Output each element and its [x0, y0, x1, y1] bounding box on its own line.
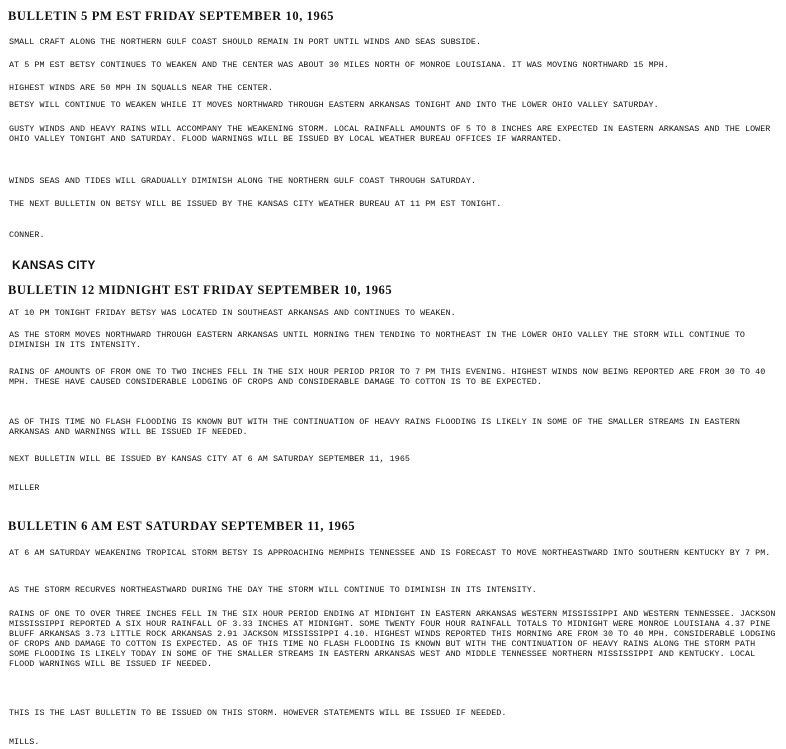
bulletin-2-paragraph-4: AS OF THIS TIME NO FLASH FLOODING IS KNOWN BUT WITH THE CONTINUATION OF HEAVY RAINS FLOODING IS LIKELY IN SOME OF THE SMALLER STREAMS IN EASTERN ARKANSAS AND WARNINGS WILL BE ISSUED IF NEEDED.: [9, 417, 740, 437]
bulletin-1-paragraph-4: BETSY WILL CONTINUE TO WEAKEN WHILE IT MOVES NORTHWARD THROUGH EASTERN ARKANSAS TONIGHT AND INTO THE LOWER OHIO VALLEY SATURDAY.: [9, 100, 659, 110]
bulletin-2-signature: MILLER: [9, 483, 40, 493]
bulletin-3-paragraph-4: THIS IS THE LAST BULLETIN TO BE ISSUED ON THIS STORM. HOWEVER STATEMENTS WILL BE ISSUED IF NEEDED.: [9, 708, 507, 718]
station-heading: KANSAS CITY: [12, 258, 96, 272]
bulletin-1-paragraph-7: THE NEXT BULLETIN ON BETSY WILL BE ISSUED BY THE KANSAS CITY WEATHER BUREAU AT 11 PM EST TONIGHT.: [9, 199, 502, 209]
bulletin-3-heading: BULLETIN 6 AM EST SATURDAY SEPTEMBER 11, 1965: [8, 519, 356, 533]
bulletin-3-paragraph-2: AS THE STORM RECURVES NORTHEASTWARD DURING THE DAY THE STORM WILL CONTINUE TO DIMINISH IN ITS INTENSITY.: [9, 585, 537, 595]
bulletin-2-paragraph-1: AT 10 PM TONIGHT FRIDAY BETSY WAS LOCATED IN SOUTHEAST ARKANSAS AND CONTINUES TO WEAKEN.: [9, 308, 456, 318]
bulletin-3-signature: MILLS.: [9, 737, 40, 747]
bulletin-1-paragraph-2: AT 5 PM EST BETSY CONTINUES TO WEAKEN AND THE CENTER WAS ABOUT 30 MILES NORTH OF MONROE LOUISIANA. IT WAS MOVING NORTHWARD 15 MPH.: [9, 60, 669, 70]
bulletin-3-paragraph-3: RAINS OF ONE TO OVER THREE INCHES FELL IN THE SIX HOUR PERIOD ENDING AT MIDNIGHT IN EASTERN ARKANSAS WESTERN MISSISSIPPI AND WESTERN TENNESSEE. JACKSON MISSISSIPPI REPORTED A SIX HOUR RAINFALL OF 3.33 INCHES AT MIDNIGHT. SOME TWENTY FOUR HOUR RAINFALL TOTALS TO MIDNIGHT WERE MONROE LOUISIANA 4.37 PINE BLUFF ARKANSAS 3.73 LITTLE ROCK ARKANSAS 2.91 JACKSON MISSISSIPPI 4.10. HIGHEST WINDS REPORTED THIS MORNING ARE FROM 30 TO 40 MPH. CONSIDERABLE LODGING OF CROPS AND DAMAGE TO COTTON IS EXPECTED. AS OF THIS TIME NO FLASH FLOODING IS KNOWN BUT WITH THE CONTINUATION OF HEAVY RAINS ALONG THE STORM PATH SOME FLOODING IS LIKELY TODAY IN SOME OF THE SMALLER STREAMS IN EASTERN ARKANSAS WEST AND MIDDLE TENNESSEE NORTHERN MISSISSIPPI AND KENTUCKY. LOCAL FLOOD WARNINGS WILL BE ISSUED IF NEEDED.: [9, 609, 776, 669]
bulletin-2-paragraph-2: AS THE STORM MOVES NORTHWARD THROUGH EASTERN ARKANSAS UNTIL MORNING THEN TENDING TO NORTHEAST IN THE LOWER OHIO VALLEY THE STORM WILL CONTINUE TO DIMINISH IN ITS INTENSITY.: [9, 330, 745, 350]
bulletin-1-paragraph-6: WINDS SEAS AND TIDES WILL GRADUALLY DIMINISH ALONG THE NORTHERN GULF COAST THROUGH SATURDAY.: [9, 176, 476, 186]
bulletin-2-paragraph-3: RAINS OF AMOUNTS OF FROM ONE TO TWO INCHES FELL IN THE SIX HOUR PERIOD PRIOR TO 7 PM THIS EVENING. HIGHEST WINDS NOW BEING REPORTED ARE FROM 30 TO 40 MPH. THESE HAVE CAUSED CONSIDERABLE LODGING OF CROPS AND CONSIDERABLE DAMAGE TO COTTON IS TO BE EXPECTED.: [9, 367, 766, 387]
bulletin-1-heading: BULLETIN 5 PM EST FRIDAY SEPTEMBER 10, 1965: [8, 9, 335, 23]
bulletin-2-heading: BULLETIN 12 MIDNIGHT EST FRIDAY SEPTEMBER 10, 1965: [8, 283, 393, 297]
bulletin-3-paragraph-1: AT 6 AM SATURDAY WEAKENING TROPICAL STORM BETSY IS APPROACHING MEMPHIS TENNESSEE AND IS FORECAST TO MOVE NORTHEASTWARD INTO SOUTHERN KENTUCKY BY 7 PM.: [9, 548, 771, 558]
bulletin-1-signature: CONNER.: [9, 230, 45, 240]
bulletin-1-paragraph-5: GUSTY WINDS AND HEAVY RAINS WILL ACCOMPANY THE WEAKENING STORM. LOCAL RAINFALL AMOUNTS OF 5 TO 8 INCHES ARE EXPECTED IN EASTERN ARKANSAS AND THE LOWER OHIO VALLEY TONIGHT AND SATURDAY. FLOOD WARNINGS WILL BE ISSUED BY LOCAL WEATHER BUREAU OFFICES IF WARRANTED.: [9, 124, 771, 144]
bulletin-2-paragraph-5: NEXT BULLETIN WILL BE ISSUED BY KANSAS CITY AT 6 AM SATURDAY SEPTEMBER 11, 1965: [9, 454, 410, 464]
bulletin-1-paragraph-1: SMALL CRAFT ALONG THE NORTHERN GULF COAST SHOULD REMAIN IN PORT UNTIL WINDS AND SEAS SUBSIDE.: [9, 37, 482, 47]
bulletin-1-paragraph-3: HIGHEST WINDS ARE 50 MPH IN SQUALLS NEAR THE CENTER.: [9, 83, 273, 93]
